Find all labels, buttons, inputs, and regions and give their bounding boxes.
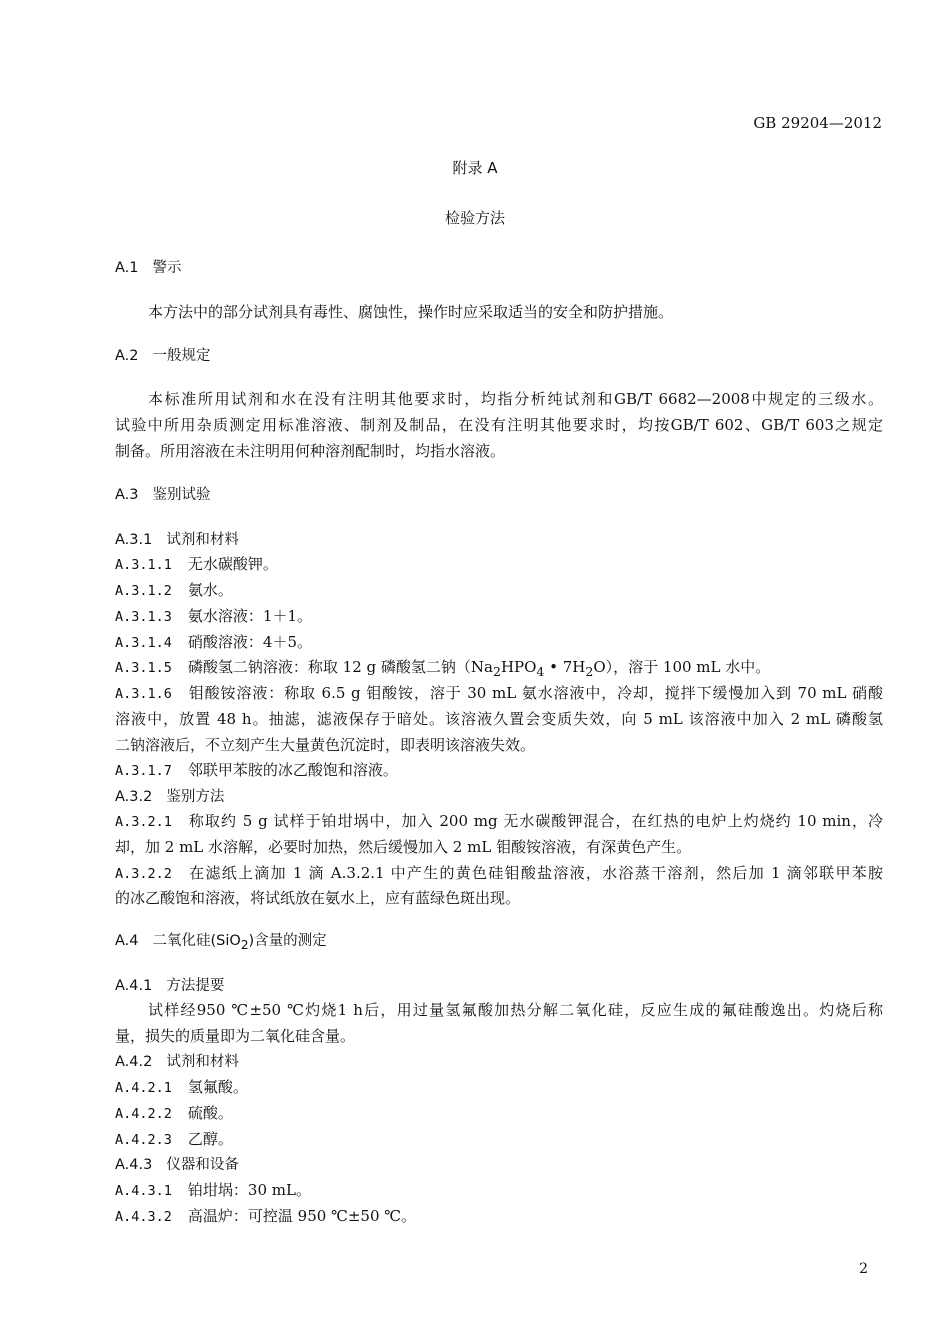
clause-a432 <box>115 1205 883 1226</box>
clause-text: 铂坩埚：30 mL。 <box>187 1181 311 1199</box>
clause-number: A.3.1.2 <box>115 583 172 599</box>
a2-paragraph-line: 制备。所用溶液在未注明用何种溶剂配制时，均指水溶液。 <box>115 442 506 460</box>
clause-a316-line: 溶液中，放置 48 h。抽滤，滤液保存于暗处。该溶液久置会变质失效，向 5 mL 该溶液中加入 2 mL 磷酸氢 <box>115 710 883 728</box>
clause-text: 无水碳酸钾。 <box>187 555 278 573</box>
section-number: A.2 <box>115 348 139 364</box>
subscript: 2 <box>585 664 594 679</box>
subsection-number: A.3.2 <box>115 789 153 805</box>
clause-number: A.4.2.3 <box>115 1132 172 1148</box>
clause-number: A.4.3.1 <box>115 1183 172 1199</box>
clause-number: A.3.1.1 <box>115 557 172 573</box>
clause-a311 <box>115 553 883 574</box>
subsection-title: 试剂和材料 <box>166 532 239 548</box>
section-title: 警示 <box>152 260 182 276</box>
clause-a423 <box>115 1128 883 1149</box>
clause-a321 <box>115 810 883 831</box>
appendix-title: 附录 A <box>452 159 498 177</box>
subsection-number: A.4.3 <box>115 1157 153 1173</box>
subsection-number: A.4.1 <box>115 978 153 994</box>
subsection-number: A.3.1 <box>115 532 153 548</box>
clause-text: 邻联甲苯胺的冰乙酸饱和溶液。 <box>187 761 398 779</box>
subsection-number: A.4.2 <box>115 1054 153 1070</box>
clause-a312 <box>115 579 883 600</box>
a41-paragraph-line: 量，损失的质量即为二氧化硅含量。 <box>115 1027 356 1045</box>
clause-number: A.3.1.5 <box>115 660 172 676</box>
clause-number: A.4.2.2 <box>115 1106 172 1122</box>
clause-text: 称取约 5 g 试样于铂坩埚中，加入 200 mg 无水碳酸钾混合，在红热的电炉上灼烧约 10 min，冷 <box>187 812 883 830</box>
clause-text: • 7H <box>544 658 586 676</box>
clause-a321-line: 却，加 2 mL 水溶解，必要时加热，然后缓慢加入 2 mL 钼酸铵溶液，有深黄色产生。 <box>115 838 692 856</box>
clause-text: 高温炉：可控温 950 ℃±50 ℃。 <box>187 1207 417 1225</box>
section-number: A.4 <box>115 933 139 949</box>
clause-number: A.3.1.7 <box>115 763 172 779</box>
appendix-subtitle: 检验方法 <box>444 209 505 227</box>
section-a2-heading <box>115 344 211 365</box>
clause-text: O），溶于 100 mL 水中。 <box>593 658 771 676</box>
clause-number: A.4.2.1 <box>115 1080 172 1096</box>
clause-a316 <box>115 682 883 703</box>
section-title: 鉴别试验 <box>152 487 211 503</box>
clause-a315 <box>115 656 883 679</box>
clause-a316-line: 二钠溶液后，不立刻产生大量黄色沉淀时，即表明该溶液失效。 <box>115 736 536 754</box>
subsection-title: 鉴别方法 <box>166 789 225 805</box>
clause-text: 钼酸铵溶液：称取 6.5 g 钼酸铵，溶于 30 mL 氨水溶液中，冷却，搅拌下缓慢加入到 70 mL 硝酸 <box>187 684 883 702</box>
subscript: 2 <box>240 937 249 952</box>
page-number: 2 <box>859 1261 868 1277</box>
clause-number: A.3.2.2 <box>115 866 172 882</box>
section-a4-heading <box>115 929 327 952</box>
subsection-a43-heading <box>115 1153 239 1174</box>
clause-text: 硝酸溶液：4＋5。 <box>187 633 312 651</box>
standard-number: GB 29204—2012 <box>753 114 882 132</box>
a41-paragraph-line: 试样经950 ℃±50 ℃灼烧1 h后，用过量氢氟酸加热分解二氧化硅，反应生成的氟硅酸逸出。灼烧后称 <box>148 1001 883 1019</box>
a2-paragraph-line: 本标准所用试剂和水在没有注明其他要求时，均指分析纯试剂和GB/T 6682—2008中规定的三级水。 <box>148 390 883 408</box>
clause-text: HPO <box>500 658 537 676</box>
subsection-a42-heading <box>115 1050 239 1071</box>
clause-text: 氨水。 <box>187 581 233 599</box>
subsection-title: 试剂和材料 <box>166 1054 239 1070</box>
clause-a313 <box>115 605 883 626</box>
clause-text: 硫酸。 <box>187 1104 233 1122</box>
subsection-a41-heading <box>115 974 224 995</box>
clause-number: A.3.1.3 <box>115 609 172 625</box>
a1-paragraph: 本方法中的部分试剂具有毒性、腐蚀性，操作时应采取适当的安全和防护措施。 <box>148 303 674 321</box>
clause-number: A.4.3.2 <box>115 1209 172 1225</box>
clause-text: 乙醇。 <box>187 1130 233 1148</box>
subsection-a31-heading <box>115 528 239 549</box>
section-a1-heading <box>115 256 182 277</box>
a2-paragraph-line: 试验中所用杂质测定用标准溶液、制剂及制品，在没有注明其他要求时，均按GB/T 602、GB/T 603之规定 <box>115 416 883 434</box>
clause-a314 <box>115 631 883 652</box>
clause-number: A.3.2.1 <box>115 814 172 830</box>
clause-a322 <box>115 862 883 883</box>
clause-text: 氢氟酸。 <box>187 1078 248 1096</box>
clause-text: 氨水溶液：1＋1。 <box>187 607 312 625</box>
clause-a431 <box>115 1179 883 1200</box>
clause-a422 <box>115 1102 883 1123</box>
clause-number: A.3.1.4 <box>115 635 172 651</box>
clause-a322-line: 的冰乙酸饱和溶液，将试纸放在氨水上，应有蓝绿色斑出现。 <box>115 889 521 907</box>
clause-a317 <box>115 759 883 780</box>
clause-number: A.3.1.6 <box>115 686 172 702</box>
subsection-a32-heading <box>115 785 224 806</box>
clause-a421 <box>115 1076 883 1097</box>
section-number: A.1 <box>115 260 139 276</box>
subscript: 4 <box>536 664 545 679</box>
section-a3-heading <box>115 483 211 504</box>
section-title: 二氧化硅(SiO <box>152 933 241 949</box>
section-title: )含量的测定 <box>248 933 327 949</box>
subsection-title: 仪器和设备 <box>166 1157 239 1173</box>
subsection-title: 方法提要 <box>166 978 225 994</box>
clause-text: 在滤纸上滴加 1 滴 A.3.2.1 中产生的黄色硅钼酸盐溶液，水浴蒸干溶剂，然后加 1 滴邻联甲苯胺 <box>187 864 883 882</box>
subscript: 2 <box>492 664 501 679</box>
clause-text: 磷酸氢二钠溶液：称取 12 g 磷酸氢二钠（Na <box>187 658 493 676</box>
section-title: 一般规定 <box>152 348 211 364</box>
section-number: A.3 <box>115 487 139 503</box>
